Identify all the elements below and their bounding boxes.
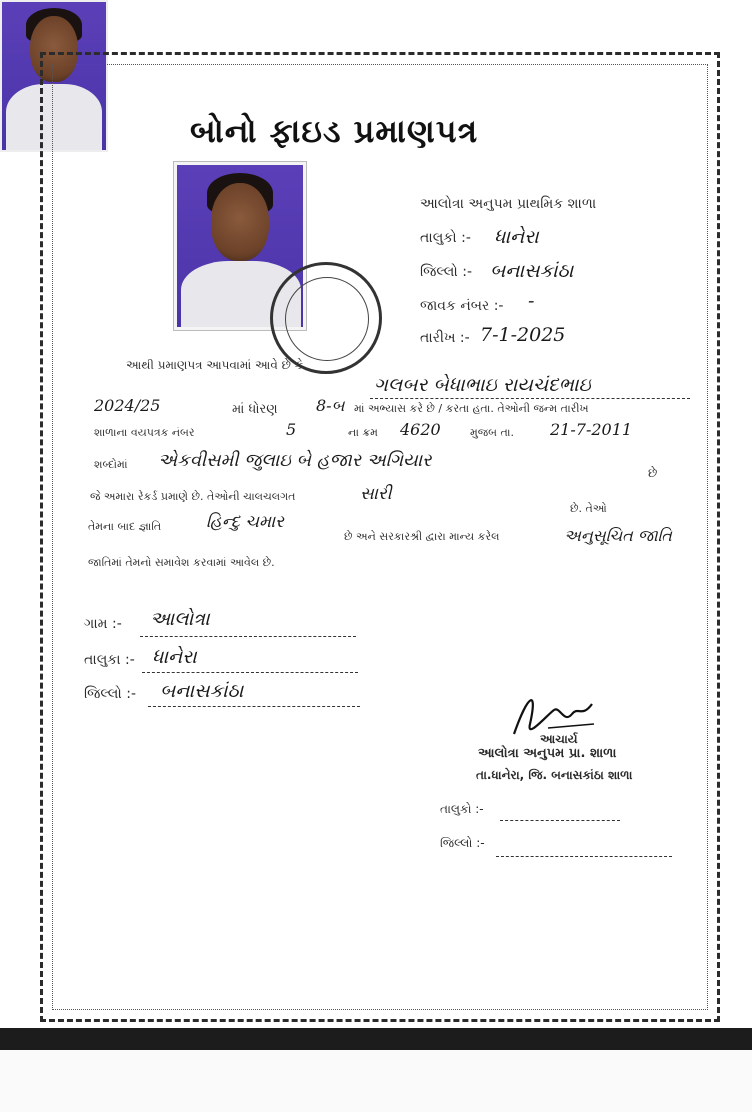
village-line	[140, 636, 356, 637]
district-label: જિલ્લો :-	[420, 264, 472, 280]
certificate-title: બોનો ફાઇડ પ્રમાણપત્ર	[190, 112, 479, 150]
body-line3-suffix: મુજબ તા.	[470, 426, 514, 439]
footer-taluka-value: ધાનેરા	[152, 646, 197, 668]
register-number: 5	[286, 420, 297, 439]
body-line5-prefix: જે અમારા રેકર્ડ પ્રમાણે છે. તેઓની ચાલચલગત	[90, 490, 296, 503]
scan-margin	[0, 1050, 752, 1112]
signature-district-label: જિલ્લો :-	[440, 836, 485, 850]
signature-taluka-label: તાલુકો :-	[440, 802, 484, 816]
body-line3-mid: ના ક્રમ	[348, 426, 378, 439]
date-label: તારીખ :-	[420, 330, 470, 346]
body-line5-suffix: છે. તેઓ	[570, 502, 607, 515]
signature-district-line	[496, 856, 672, 857]
signature-place: તા.ધાનેરા, જિ. બનાસકાંઠા શાળા	[476, 768, 633, 782]
school-name: આલોત્રા અનુપમ પ્રાથમિક શાળા	[420, 196, 597, 212]
footer-district-label: જિલ્લો :-	[84, 686, 136, 702]
body-line2-suffix: માં અભ્યાસ કરે છે / કરતા હતા. તેઓની જન્મ તારીખ	[354, 402, 589, 415]
student-name: ગલબર બેધાભાઇ રાયચંદભાઇ	[374, 374, 591, 396]
village-label: ગામ :-	[84, 616, 122, 632]
footer-taluka-label: તાલુકા :-	[84, 652, 135, 668]
conduct-value: સારી	[360, 484, 392, 504]
body-line1-prefix: આથી પ્રમાણપત્ર આપવામાં આવે છે કે	[126, 358, 304, 372]
scan-edge	[0, 1028, 752, 1050]
category-value: અનુસૂચિત જાતિ	[564, 526, 672, 545]
footer-district-value: બનાસકાંઠા	[160, 680, 244, 702]
district-value: બનાસકાંઠા	[490, 260, 574, 282]
signature-school: આલોત્રા અનુપમ પ્રા. શાળા	[478, 746, 617, 761]
village-value: આલોત્રા	[150, 608, 210, 630]
outward-number-value: -	[528, 290, 535, 312]
date-value: 7-1-2025	[480, 324, 566, 346]
student-name-line	[370, 398, 690, 399]
body-line7: જાતિમાં તેમનો સમાવેશ કરવામાં આવેલ છે.	[88, 556, 275, 569]
serial-number: 4620	[400, 420, 441, 439]
taluka-value: ધાનેરા	[494, 226, 539, 248]
body-line4-prefix: શબ્દોમાં	[94, 458, 128, 471]
birth-date: 21-7-2011	[550, 420, 633, 439]
footer-taluka-line	[142, 672, 358, 673]
outward-number-label: જાવક નંબર :-	[420, 298, 504, 314]
standard-value: 8-બ	[316, 396, 345, 415]
signature-role: આચાર્ય	[540, 732, 578, 746]
body-line6-prefix: તેમના બાદ જ્ઞાતિ	[88, 520, 162, 533]
academic-year: 2024/25	[94, 396, 161, 415]
caste-value: હિન્દુ ચમાર	[206, 512, 284, 532]
body-line3-prefix: શાળાના વયપત્રક નંબર	[94, 426, 195, 439]
taluka-label: તાલુકો :-	[420, 230, 471, 246]
body-line6-mid: છે અને સરકારશ્રી દ્વારા માન્ય કરેલ	[344, 530, 500, 543]
birth-date-words: એકવીસમી જુલાઇ બે હજાર અગિયાર	[158, 450, 432, 471]
body-line2-text: માં ધોરણ	[232, 402, 278, 417]
signature-taluka-line	[500, 820, 620, 821]
body-line4-suffix: છે	[648, 466, 658, 480]
footer-district-line	[148, 706, 360, 707]
